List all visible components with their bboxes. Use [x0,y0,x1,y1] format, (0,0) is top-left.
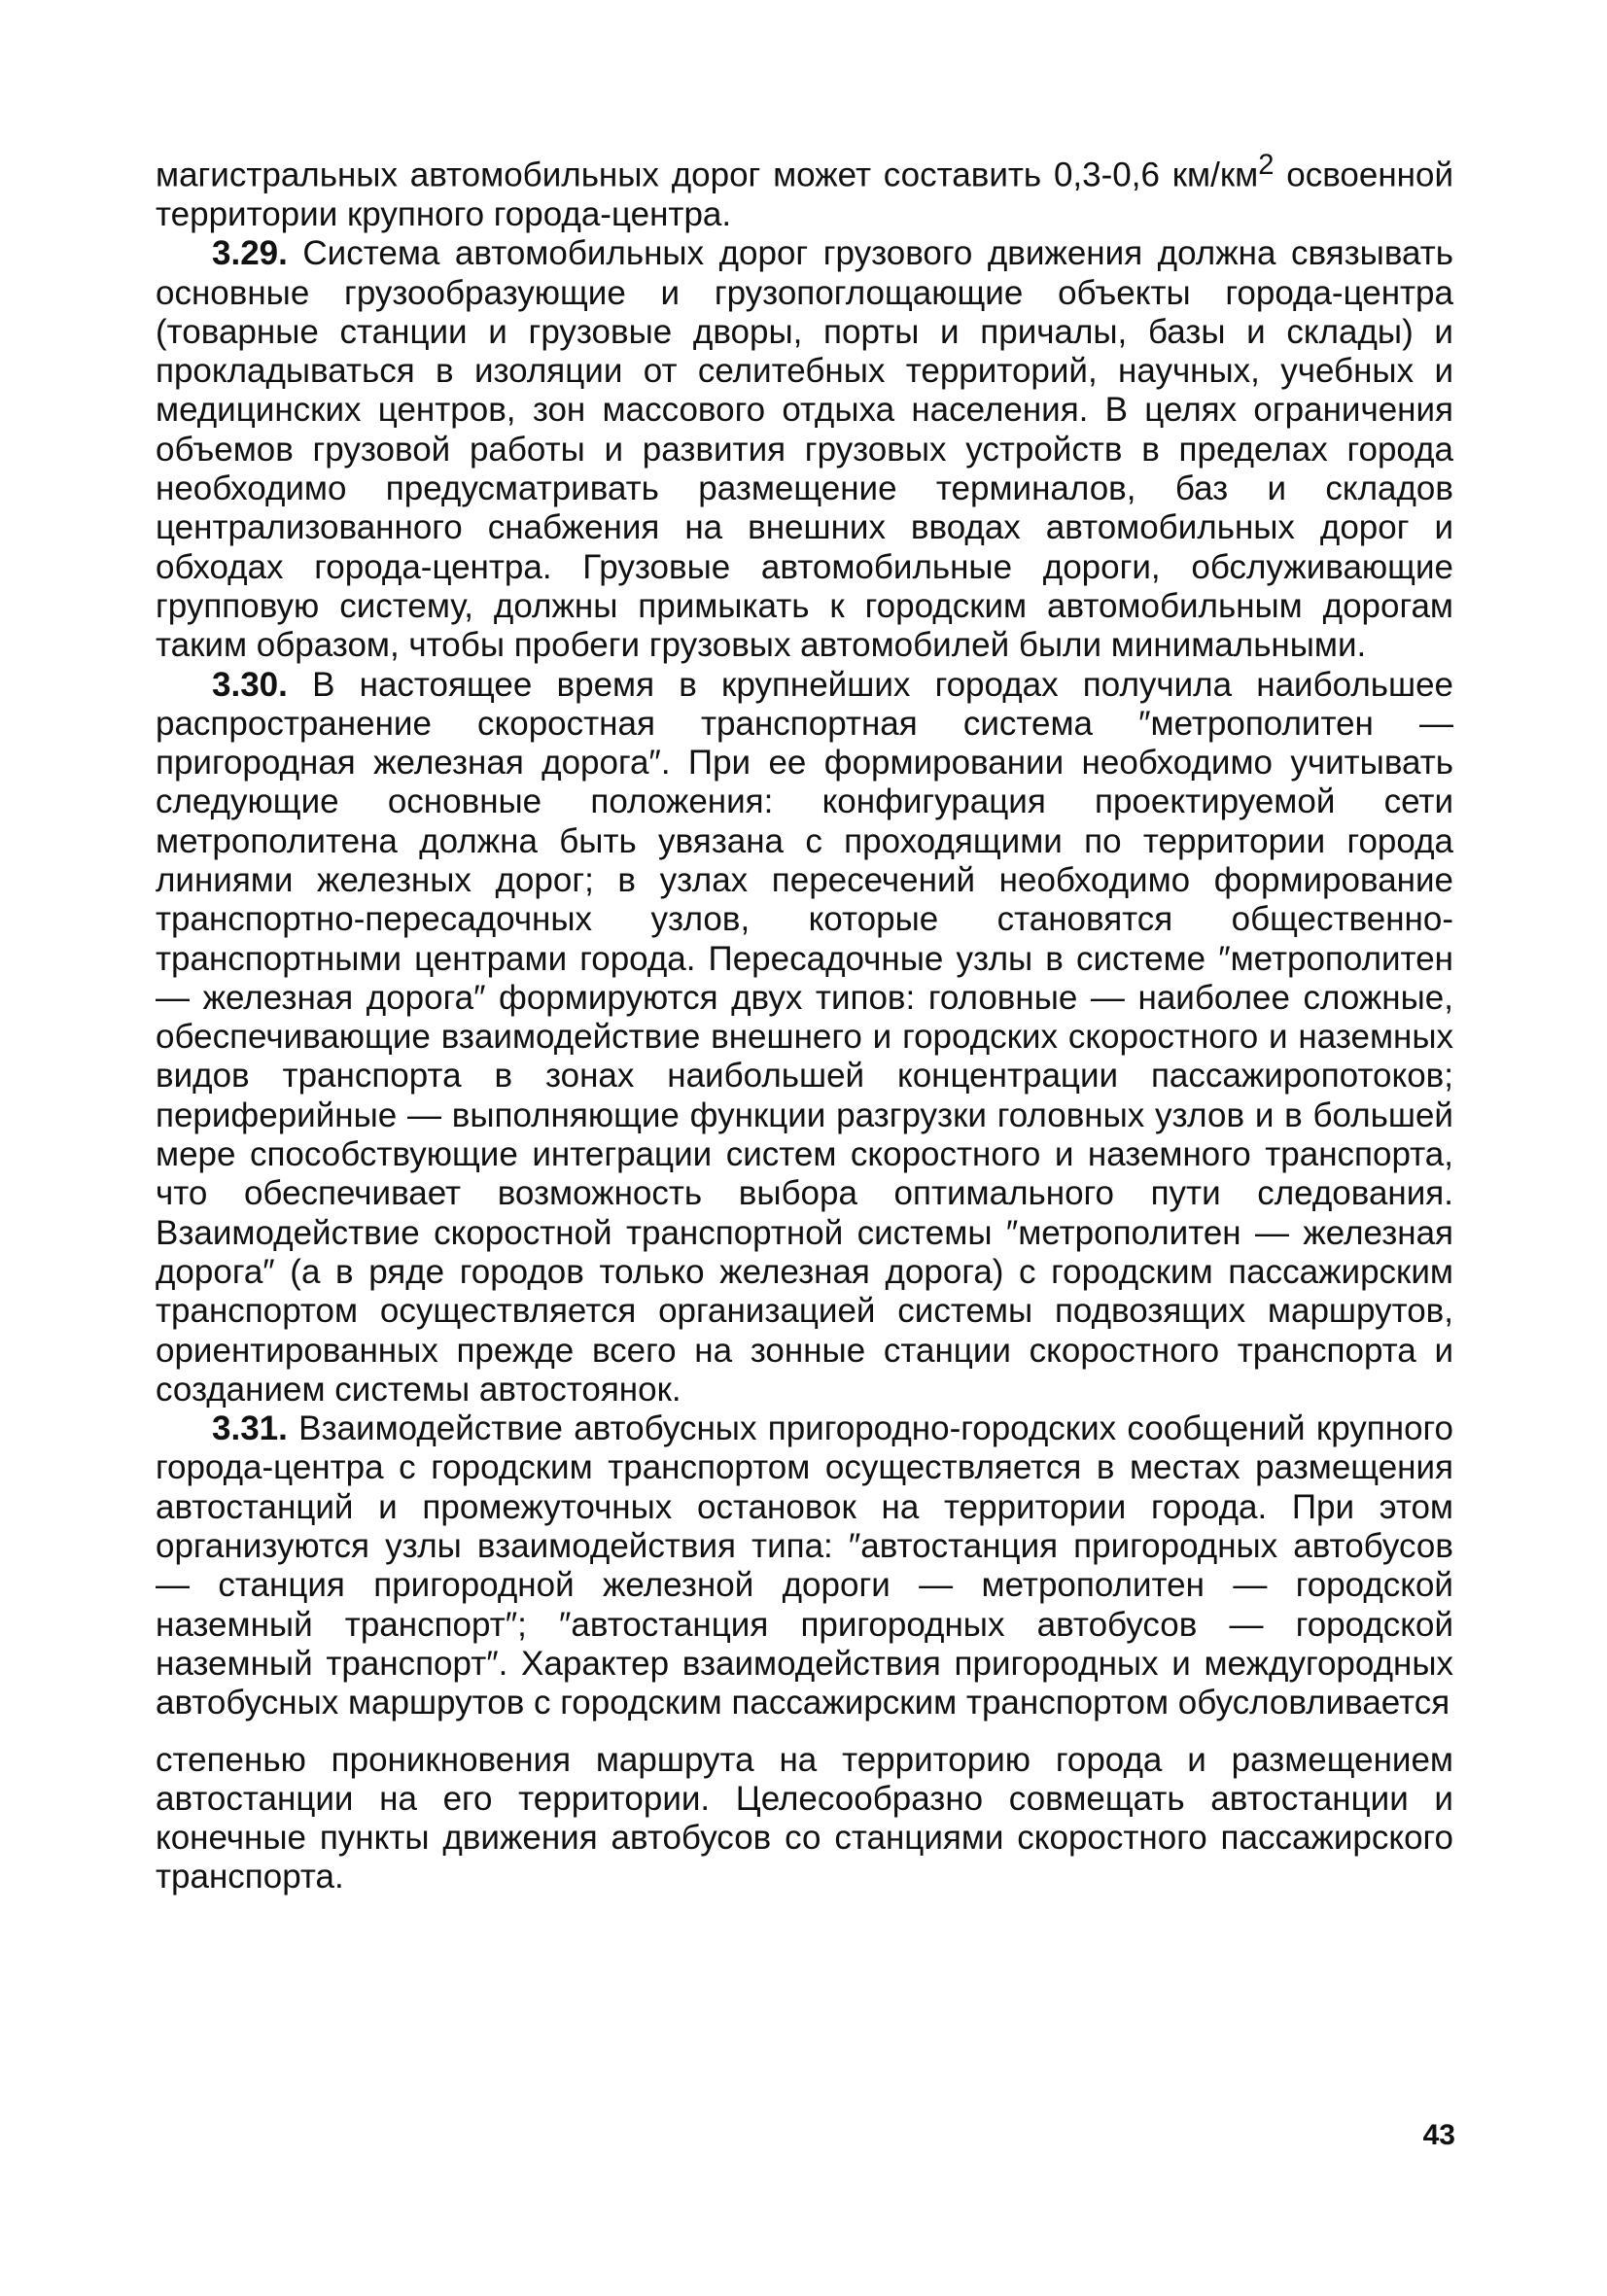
section-3-30 [156,666,1453,1410]
section-3-31 [156,1409,1453,1722]
section-number: 3.30. [212,665,288,704]
superscript-two: 2 [1258,150,1275,181]
page-number: 43 [1422,2119,1455,2151]
section-text: Взаимодействие автобусных пригородно-городских сообщений крупного города-центра с городским транспортом осуществляется в местах размещения автостанций и промежуточных остановок на территории города. При этом организуются узлы взаимодействия типа: ″автостанция пригородных автобусов — станция пригородной железной дороги — метрополитен — городской наземный транспорт″; ″автостанция пригородных автобусов — городской наземный транспорт″. Характер взаимодействия пригородных и междугородных автобусных маршрутов с городским пассажирским транспортом обусловливается [156,1409,1453,1722]
section-text: Система автомобильных дорог грузового движения должна связывать основные грузообразующие и грузопоглощающие объекты города-центра (товарные станции и грузовые дворы, порты и причалы, базы и склады) и прокладываться в изоляции от селитебных территорий, научных, учебных и медицинских центров, зон массового отдыха населения. В целях ограничения объемов грузовой работы и развития грузовых устройств в пределах города необходимо предусматривать размещение терминалов, баз и складов централизованного снабжения на внешних вводах автомобильных дорог и обходах города-центра. Грузовые автомобильные дороги, обслуживающие групповую систему, должны примыкать к городским автомобильным дорогам таким образом, чтобы пробеги грузовых автомобилей были минимальными. [156,234,1453,665]
section-number: 3.29. [212,234,288,273]
intro-paragraph [156,146,1453,234]
section-3-29 [156,234,1453,665]
section-number: 3.31. [212,1409,288,1448]
section-text: В настоящее время в крупнейших городах получила наибольшее распространение скоростная транспортная система ″метрополитен — пригородная железная дорога″. При ее формировании необходимо учитывать следующие основные положения: конфигурация проектируемой сети метрополитена должна быть увязана с проходящими по территории города линиями железных дорог; в узлах пересечений необходимо формирование транспортно-пересадочных узлов, которые становятся общественно-транспортными центрами города. Пересадочные узлы в системе ″метрополитен — железная дорога″ формируются двух типов: головные — наиболее сложные, обеспечивающие взаимодействие внешнего и городских скоростного и наземных видов транспорта в зонах наибольшей концентрации пассажиропотоков; периферийные — выполняющие функции разгрузки головных узлов и в большей мере способствующие интеграции систем скоростного и наземного транспорта, что обеспечивает возможность выбора оптимального пути следования. Взаимодействие скоростной транспортной системы ″метрополитен — железная дорога″ (а в ряде городов только железная дорога) с городским пассажирским транспортом осуществляется организацией системы подвозящих маршрутов, ориентированных прежде всего на зонные станции скоростного транспорта и созданием системы автостоянок. [156,665,1453,1409]
intro-text: магистральных автомобильных дорог может составить 0,3-0,6 км/км [156,156,1259,194]
page-body [156,146,1453,1897]
intro-text-end: освоенной территории крупного города-центра. [156,156,1453,233]
continuation-paragraph: степенью проникновения маршрута на территорию города и размещением автостанции на его территории. Целесообразно совмещать автостанции и конечные пункты движения автобусов со станциями скоростного пассажирского транспорта. [156,1740,1453,1896]
